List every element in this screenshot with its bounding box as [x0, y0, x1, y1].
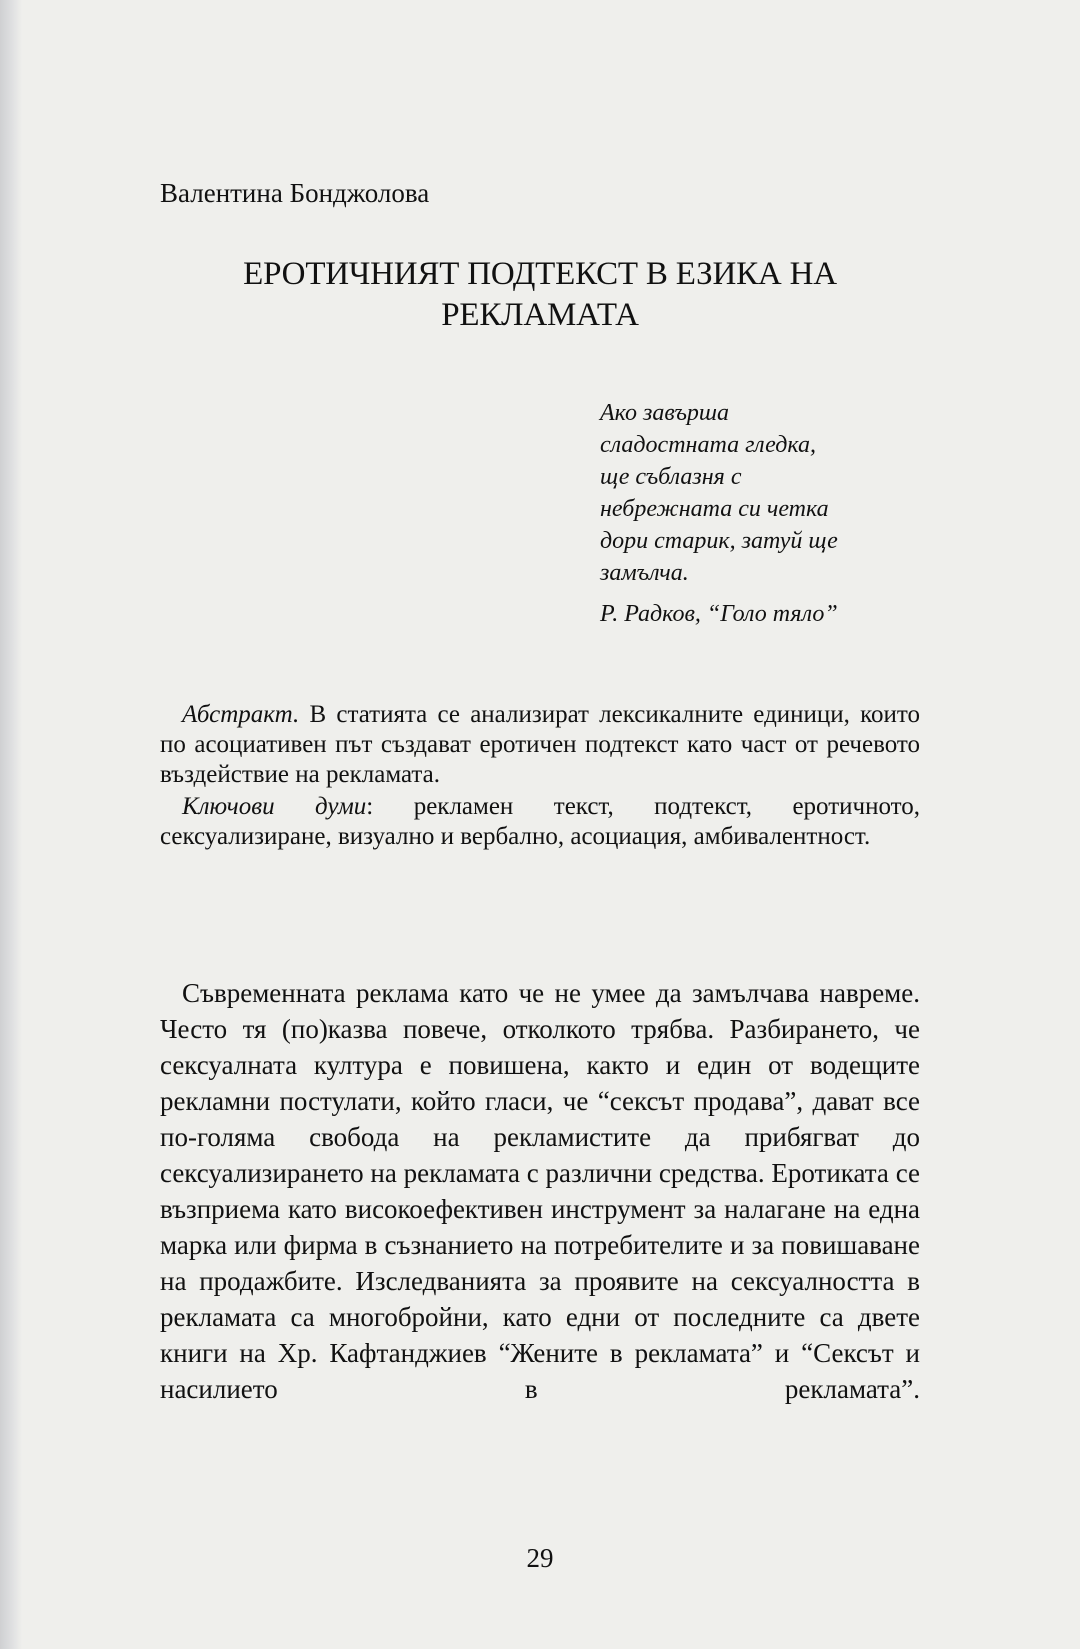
article-title: ЕРОТИЧНИЯТ ПОДТЕКСТ В ЕЗИКА НА РЕКЛАМАТА	[243, 256, 837, 333]
epigraph-line: Ако завърша	[600, 400, 730, 426]
keywords-text: : рекламен текст, подтекст, еротичното, сексуализиране, визуално и вербално, асоциация, амбивалентност.	[160, 793, 920, 850]
abstract-paragraph	[160, 700, 920, 790]
abstract-section	[160, 700, 920, 852]
epigraph-attribution: Р. Радков, “Голо тяло”	[600, 601, 838, 627]
epigraph-line: ще съблазня с	[600, 464, 742, 490]
keywords-label: Ключови думи	[182, 793, 367, 820]
abstract-label: Абстракт.	[182, 701, 300, 728]
epigraph	[600, 397, 930, 630]
epigraph-line: замълча.	[600, 560, 689, 586]
epigraph-line: сладостната гледка,	[600, 432, 816, 458]
keywords-paragraph	[160, 792, 920, 852]
main-text	[160, 975, 920, 1407]
body-paragraph: Съвременната реклама като че не умее да замълчава навреме. Често тя (по)казва повече, отколкото трябва. Разбирането, че сексуалната култура е повишена, както и един от водещите рекламни постулати, който гласи, че “сексът продава”, дават все по-голяма свобода на рекламистите да прибягват до сексуализирането на рекламата с различни средства. Еротиката се възприема като високоефективен инструмент за налагане на една марка или фирма в съзнанието на потребителите и за повишаване на продажбите. Изследванията за проявите на сексуалността в рекламата са многобройни, като едни от последните са двете книги на Хр. Кафтанджиев “Жените в рекламата” и “Сексът и насилието в рекламата”.	[160, 978, 920, 1404]
author-name: Валентина Бонджолова	[160, 178, 430, 208]
abstract-text: В статията се анализират лексикалните единици, които по асоциативен път създават еротичен подтекст като част от речевото въздействие на рекламата.	[160, 701, 920, 788]
page-number: 29	[526, 1543, 554, 1573]
epigraph-line: небрежната си четка	[600, 496, 829, 522]
epigraph-line: дори старик, затуй ще	[600, 528, 838, 554]
